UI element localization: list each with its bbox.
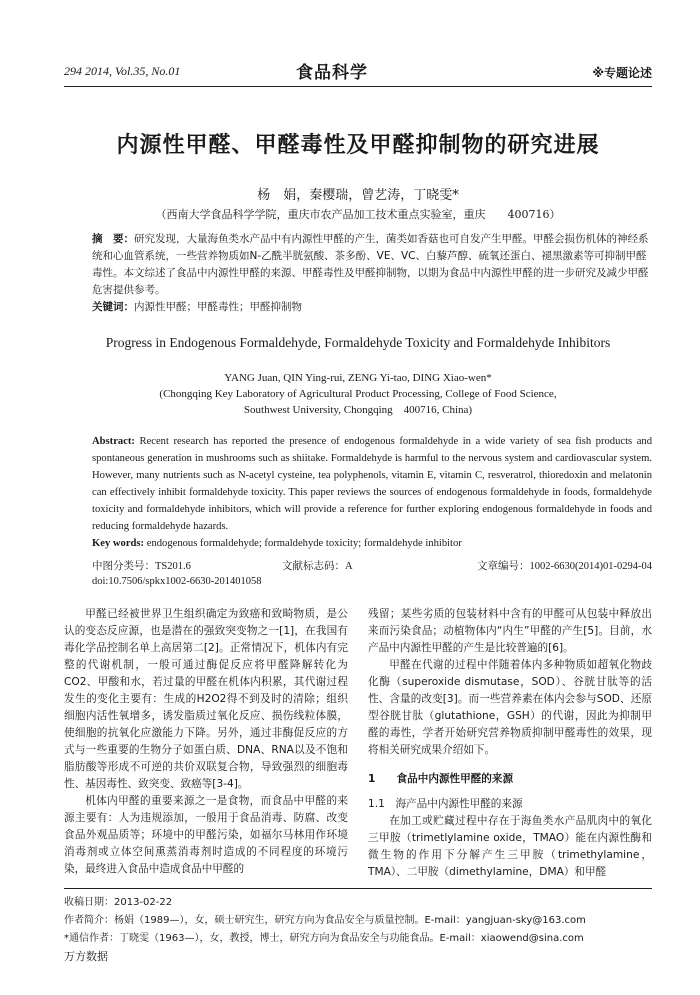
author-bio: 作者简介：杨娟（1989—），女，硕士研究生，研究方向为食品安全与质量控制。E-mail：yangjuan-sky@163.com (64, 915, 586, 926)
issue-info: 294 2014, Vol.35, No.01 (64, 64, 181, 78)
doi: doi:10.7506/spkx1002-6630-201401058 (92, 576, 262, 587)
footnote-rule (64, 888, 652, 889)
english-affil-1: (Chongqing Key Laboratory of Agricultural Product Processing, College of Food Science, (159, 388, 557, 400)
corresponding-author: *通信作者：丁晓雯（1963—），女，教授，博士，研究方向为食品安全与功能食品。E-mail：xiaowend@sina.com (64, 933, 584, 944)
english-title: Progress in Endogenous Formaldehyde, Formaldehyde Toxicity and Formaldehyde Inhibitors (105, 335, 611, 350)
body-paragraph: 残留；某些劣质的包装材料中含有的甲醛可从包装中释放出来而污染食品；动植物体内“内生”甲醛的产生[5]。目前，水产品中内源性甲醛的产生是比较普遍的[6]。 (368, 608, 652, 654)
abstract-cn-text: 研究发现，大量海鱼类水产品中有内源性甲醛的产生，菌类如香菇也可自发产生甲醛。甲醛会损伤机体的神经系统和心血管系统，一些营养物质如N-乙酰半胱氨酸、茶多酚、VE、VC、白藜芦醇、硫氧还蛋白、褪黑激素等可抑制甲醛毒性。本文综述了食品中内源性甲醛的来源、甲醛毒性及甲醛抑制物，以期为食品中内源性甲醛的进一步研究及减少甲醛危害提供参考。 (92, 233, 649, 296)
received-date: 收稿日期：2013-02-22 (64, 897, 173, 908)
body-paragraph: 甲醛在代谢的过程中伴随着体内多种物质如超氧化物歧化酶（superoxide dismutase，SOD）、谷胱甘肽等的活性、含量的改变[3]。而一些营养素在体内会参与SOD、还原型谷胱甘肽（glutathione，GSH）的代谢，因此为抑制甲醛的毒性，学者开始研究营养物质抑制甲醛毒性的效果，现将相关研究成果介绍如下。 (368, 659, 652, 756)
subsection-heading: 1.1 海产品中内源性甲醛的来源 (368, 798, 523, 810)
body-paragraph: 在加工或贮藏过程中存在于海鱼类水产品肌肉中的氧化三甲胺（trimetlylamine oxide，TMAO）能在内源性酶和微生物的作用下分解产生三甲胺（trimethylamine，TMA）、二甲胺（dimethylamine，DMA）和甲醛 (368, 815, 652, 878)
affiliation: （西南大学食品科学学院，重庆市农产品加工技术重点实验室，重庆 400716） (155, 208, 561, 221)
keywords-en: endogenous formaldehyde; formaldehyde toxicity; formaldehyde inhibitor (146, 538, 462, 549)
section-label: ※专题论述 (592, 66, 652, 80)
header-rule (64, 86, 652, 87)
abstract-en-text: Recent research has reported the presence of endogenous formaldehyde in a wide variety of sea fish products and spontaneous generation in mushrooms such as shiitake. Formaldehyde is harmful to the nervous system and cardiovascular system. However, many nutrients such as N-acetyl cysteine, tea polyphenols, vitamin E, vitamin C, resveratrol, thioredoxin and melatonin can effectively inhibit formaldehyde toxicity. This paper reviews the sources of endogenous formaldehyde in foods, formaldehyde toxicity and formaldehyde inhibitors, which will provide a reference for further exploring endogenous formaldehyde in foods and reducing formaldehyde hazards. (92, 436, 652, 532)
body-paragraph: 机体内甲醛的重要来源之一是食物，而食品中甲醛的来源主要有：人为违规添加，一般用于食品消毒、防腐、改变食品外观品质等；环境中的甲醛污染，如福尔马林用作环境消毒剂或立体空间熏蒸消毒剂时造成的不同程度的环境污染，最终进入食品中造成食品中甲醛的 (64, 795, 348, 875)
english-authors-block (64, 370, 652, 418)
journal-name: 食品科学 (296, 63, 368, 83)
abstract-en-label: Abstract: (92, 436, 135, 447)
abstract-cn-label: 摘 要： (92, 233, 134, 245)
running-header (64, 58, 652, 84)
keywords-cn-label: 关键词： (92, 301, 134, 313)
body-paragraph: 甲醛已经被世界卫生组织确定为致癌和致畸物质，是公认的变态反应源，也是潜在的强致突变物之一[1]，在我国有毒化学品控制名单上高居第二[2]。正常情况下，机体内有完整的代谢机制，一般可通过酶促反应将甲醛降解转化为CO2、甲酸和水，若过量的甲醛在机体内积累，其代谢过程发生的变化主要有：生成的H2O2得不到及时的清除；组织细胞内活性氧增多，诱发脂质过氧化反应、损伤线粒体膜，使细胞的抗氧化应激能力下降。另外，通过非酶促反应的方式与一些重要的生物分子如蛋白质、DNA、RNA以及不饱和脂肪酸等形成不可逆的共价双联复合物，导致强烈的细胞毒性、基因毒性、致突变、致癌等[3-4]。 (64, 608, 348, 790)
paper-title: 内源性甲醛、甲醛毒性及甲醛抑制物的研究进展 (116, 133, 600, 158)
abstract-en (92, 433, 652, 552)
body-right-column (368, 606, 652, 881)
keywords-en-label: Key words: (92, 538, 145, 549)
watermark-text: 万方数据 (64, 950, 108, 963)
abstract-cn (92, 231, 652, 316)
document-code: 文献标志码：A (282, 561, 353, 572)
english-affil-2: Southwest University, Chongqing 400716, China) (243, 404, 473, 416)
authors: 杨 娟，秦樱瑞，曾艺涛，丁晓雯* (257, 188, 459, 203)
body-left-column (64, 606, 348, 878)
keywords-cn: 内源性甲醛；甲醛毒性；甲醛抑制物 (134, 301, 302, 313)
classification-line (92, 558, 652, 573)
clc-number: 中图分类号：TS201.6 (92, 561, 191, 572)
article-number: 文章编号：1002-6630(2014)01-0294-04 (477, 561, 652, 572)
english-authors: YANG Juan, QIN Ying-rui, ZENG Yi-tao, DING Xiao-wen* (224, 372, 492, 384)
section-heading: 1 食品中内源性甲醛的来源 (368, 773, 514, 785)
